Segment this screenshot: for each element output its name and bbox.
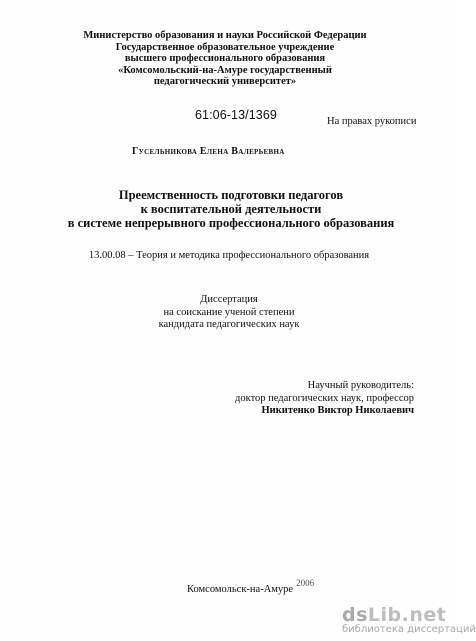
- watermark: [342, 604, 476, 635]
- institution-header: [0, 30, 450, 88]
- year: 2006: [296, 578, 315, 588]
- dissertation-title: [6, 188, 456, 230]
- title-line: в системе непрерывного профессионального образования: [67, 216, 395, 230]
- institution-line: высшего профессионального образования: [124, 53, 326, 65]
- supervisor-block: [235, 380, 414, 418]
- degree-line: Диссертация: [200, 294, 258, 305]
- city-year: [187, 578, 315, 595]
- author-name: Гусельникова Елена Валерьевна: [132, 146, 285, 157]
- institution-line: педагогический университет»: [153, 76, 297, 88]
- rights-note: На правах рукописи: [327, 116, 417, 127]
- supervisor-label: Научный руководитель:: [307, 380, 414, 391]
- city-name: Комсомольск-на-Амуре: [187, 584, 294, 595]
- supervisor-name: Никитенко Виктор Николаевич: [261, 405, 414, 416]
- institution-line: Государственное образовательное учреждение: [115, 41, 335, 53]
- title-line: к воспитательной деятельности: [140, 202, 322, 216]
- watermark-logo-part2: Lib.net: [367, 604, 447, 626]
- supervisor-degree: доктор педагогических наук, профессор: [235, 392, 414, 404]
- degree-line: на соискание ученой степени: [163, 306, 295, 318]
- watermark-logo-part1: ds: [342, 604, 368, 626]
- degree-line: кандидата педагогических наук: [158, 319, 300, 330]
- institution-line: Министерство образования и науки Российской Федерации: [83, 30, 367, 41]
- watermark-logo: [342, 604, 447, 626]
- specialty-code: 13.00.08 – Теория и методика профессионального образования: [88, 250, 370, 261]
- institution-line: «Комсомольский-на-Амуре государственный: [118, 64, 332, 76]
- title-line: Преемственность подготовки педагогов: [118, 188, 344, 202]
- degree-statement: [4, 294, 454, 332]
- watermark-subtitle: библиотека диссертаций: [342, 624, 476, 635]
- udc-code: 61:06-13/1369: [195, 108, 277, 122]
